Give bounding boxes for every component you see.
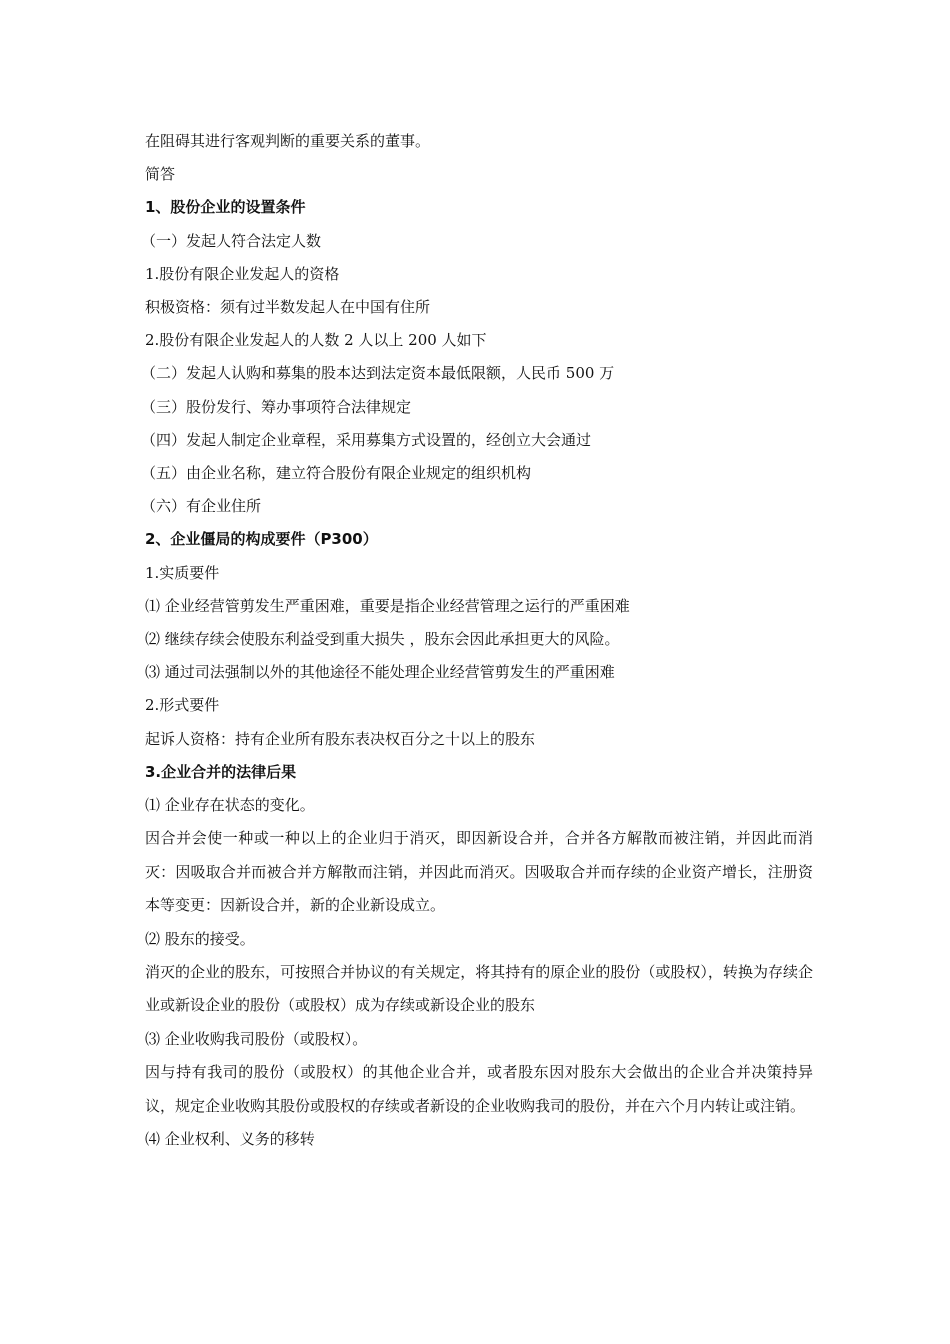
paragraph: 因合并会使一种或一种以上的企业归于消灭，即因新设合并，合并各方解散而被注销，并因此而消灭：因吸取合并而被合并方解散而注销，并因此而消灭。因吸取合并而存续的企业资产增长，注册资本等变更：因新设合并，新的企业新设成立。 [145, 829, 813, 915]
heading-2: 2、企业僵局的构成要件（P300） [145, 530, 378, 549]
text-line: 1.实质要件 [145, 563, 220, 582]
text-line: ⑷ 企业权利、义务的移转 [145, 1130, 315, 1149]
text-line: 2.股份有限企业发起人的人数 2 人以上 200 人如下 [145, 331, 487, 350]
text-line: ⑴ 企业经营管剪发生严重困难，重要是指企业经营管理之运行的严重困难 [145, 596, 630, 615]
text-line: 起诉人资格：持有企业所有股东表决权百分之十以上的股东 [145, 729, 536, 748]
text-line: （四）发起人制定企业章程，采用募集方式设置的，经创立大会通过 [141, 430, 592, 449]
text-line: ⑶ 通过司法强制以外的其他途径不能处理企业经营管剪发生的严重困难 [145, 663, 615, 682]
text-line: （一）发起人符合法定人数 [141, 231, 322, 250]
text-line: 1.股份有限企业发起人的资格 [145, 264, 340, 283]
section-label: 简答 [145, 165, 176, 184]
text-line: ⑵ 股东的接受。 [145, 929, 255, 948]
document-page [141, 125, 813, 1156]
text-line: 2.形式要件 [145, 696, 220, 715]
text-line: ⑵ 继续存续会使股东利益受到重大损失 ，股东会因此承担更大的风险。 [145, 630, 620, 649]
text-line: （六）有企业住所 [141, 497, 262, 516]
heading-1: 1、股份企业的设置条件 [145, 198, 306, 217]
text-line: ⑶ 企业收购我司股份（或股权）。 [145, 1029, 368, 1048]
paragraph: 消灭的企业的股东，可按照合并协议的有关规定，将其持有的原企业的股份（或股权），转换为存续企业或新设企业的股份（或股权）成为存续或新设企业的股东 [145, 962, 813, 1015]
paragraph: 因与持有我司的股份（或股权）的其他企业合并，或者股东因对股东大会做出的企业合并决策持异议，规定企业收购其股份或股权的存续或者新设的企业收购我司的股份，并在六个月内转让或注销。 [145, 1063, 813, 1115]
text-line: （二）发起人认购和募集的股本达到法定资本最低限额，人民币 500 万 [141, 364, 615, 383]
text-line: （三）股份发行、筹办事项符合法律规定 [141, 397, 412, 416]
text-line: （五）由企业名称，建立符合股份有限企业规定的组织机构 [141, 464, 532, 483]
text-line: ⑴ 企业存在状态的变化。 [145, 796, 315, 815]
text-line: 在阻碍其进行客观判断的重要关系的董事。 [145, 132, 431, 150]
heading-3: 3.企业合并的法律后果 [145, 762, 297, 781]
text-line: 积极资格：须有过半数发起人在中国有住所 [145, 298, 431, 317]
